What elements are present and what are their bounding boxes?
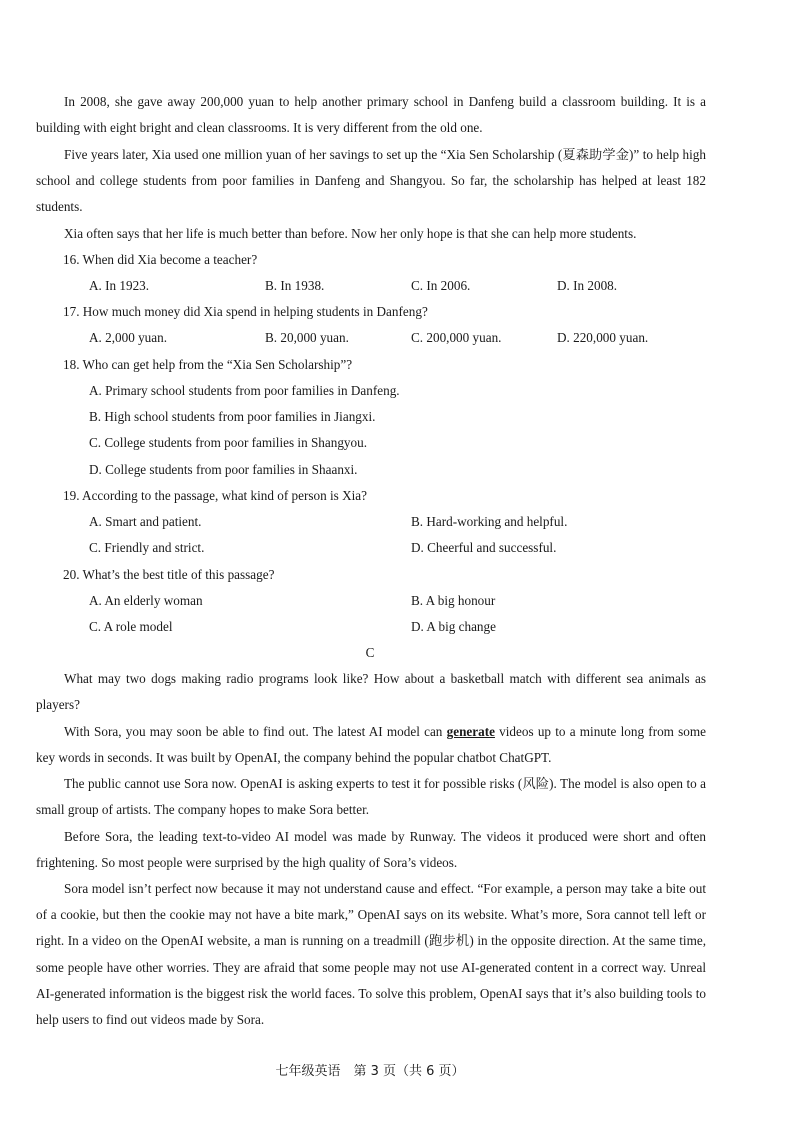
option[interactable]: D. College students from poor families in Shaanxi. [89, 462, 358, 477]
option[interactable]: A. Smart and patient. [89, 514, 202, 529]
question-stem: 20. What’s the best title of this passage? [63, 567, 275, 582]
question-stem: 16. When did Xia become a teacher? [63, 252, 258, 267]
passage-paragraph: The public cannot use Sora now. OpenAI is asking experts to test it for possible risks (风险). The model is also open to a small group of artists. The company hopes to make Sora better. [36, 776, 706, 818]
passage-paragraph [36, 719, 706, 771]
option[interactable]: C. In 2006. [411, 278, 471, 293]
question-stem: 19. According to the passage, what kind of person is Xia? [63, 488, 367, 503]
paragraph-text: With Sora, you may soon be able to find out. The latest AI model can [64, 724, 447, 739]
section-label: C [365, 645, 375, 660]
question-stem: 17. How much money did Xia spend in helping students in Danfeng? [63, 304, 428, 319]
option[interactable]: B. A big honour [411, 593, 496, 608]
option[interactable]: C. 200,000 yuan. [411, 330, 502, 345]
option[interactable]: B. In 1938. [265, 278, 325, 293]
underlined-keyword: generate [446, 724, 495, 739]
passage-paragraph: Before Sora, the leading text-to-video AI model was made by Runway. The videos it produced were short and often frightening. So most people were surprised by the high quality of Sora’s videos. [36, 829, 706, 871]
option[interactable]: C. College students from poor families in Shangyou. [89, 435, 368, 450]
paragraph-text: videos up to a minute long from some key words in seconds. It was built by OpenAI, the company behind the popular chatbot ChatGPT. [36, 724, 706, 766]
option[interactable]: D. In 2008. [557, 278, 618, 293]
option[interactable]: B. 20,000 yuan. [265, 330, 349, 345]
option[interactable]: A. An elderly woman [89, 593, 203, 608]
passage-paragraph: Sora model isn’t perfect now because it may not understand cause and effect. “For example, a person may take a bite out of a cookie, but then the cookie may not have a bite mark,” OpenAI says on its website. What’s more, Sora cannot tell left or right. In a video on the OpenAI website, a man is running on a treadmill (跑步机) in the opposite direction. At the same time, some people have other worries. They are afraid that some people may not use AI-generated content in a correct way. Unreal AI-generated information is the biggest risk the world faces. To solve this problem, OpenAI says that it’s also building tools to help users to find out videos made by Sora. [36, 881, 706, 1028]
option[interactable]: C. Friendly and strict. [89, 540, 205, 555]
passage-paragraph: Five years later, Xia used one million yuan of her savings to set up the “Xia Sen Scholarship (夏森助学金)” to help high school and college students from poor families in Danfeng and Shangyou. So far, the scholarship has helped at least 182 students. [36, 147, 706, 215]
option[interactable]: D. Cheerful and successful. [411, 540, 557, 555]
option[interactable]: D. 220,000 yuan. [557, 330, 649, 345]
question-stem: 18. Who can get help from the “Xia Sen Scholarship”? [63, 357, 353, 372]
page-footer: 七年级英语 第 3 页（共 6 页） [275, 1064, 465, 1079]
option[interactable]: B. High school students from poor families in Jiangxi. [89, 409, 376, 424]
option[interactable]: C. A role model [89, 619, 173, 634]
option[interactable]: A. Primary school students from poor families in Danfeng. [89, 383, 400, 398]
passage-paragraph: In 2008, she gave away 200,000 yuan to help another primary school in Danfeng build a classroom building. It is a building with eight bright and clean classrooms. It is very different from the old one. [36, 94, 706, 136]
option[interactable]: B. Hard-working and helpful. [411, 514, 568, 529]
passage-paragraph: What may two dogs making radio programs look like? How about a basketball match with different sea animals as players? [36, 671, 706, 713]
option[interactable]: A. 2,000 yuan. [89, 330, 168, 345]
passage-paragraph: Xia often says that her life is much better than before. Now her only hope is that she can help more students. [64, 226, 637, 241]
option[interactable]: D. A big change [411, 619, 496, 634]
option[interactable]: A. In 1923. [89, 278, 150, 293]
